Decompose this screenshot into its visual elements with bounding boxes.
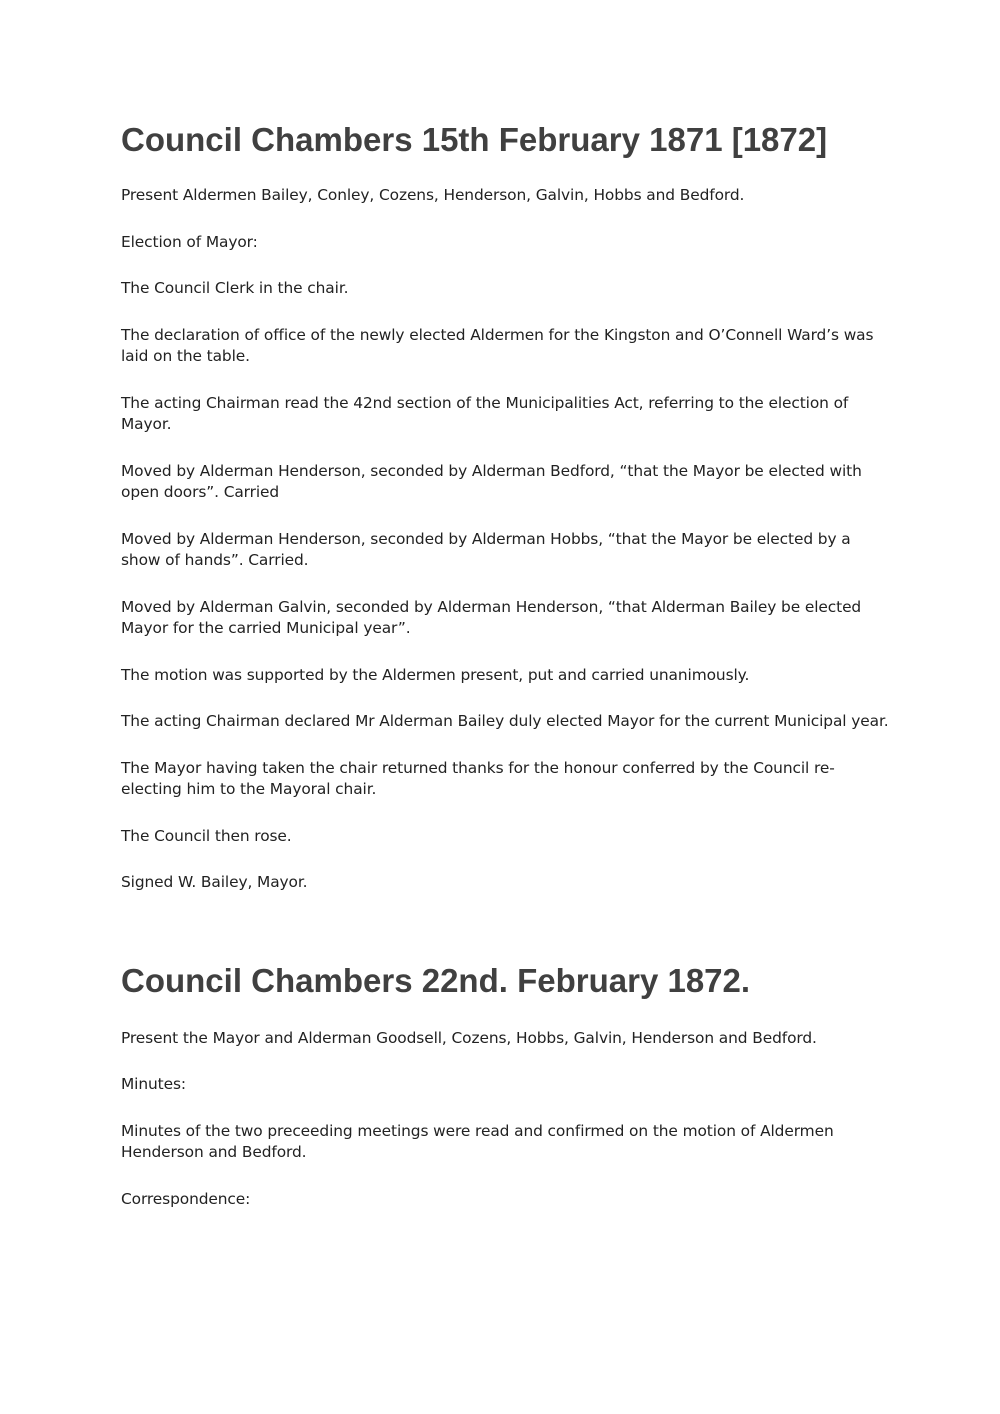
document-content [121,118,891,1235]
minutes-paragraph: The motion was supported by the Aldermen present, put and carried unanimously. [121,665,750,684]
minutes-paragraph: The acting Chairman declared Mr Alderman Bailey duly elected Mayor for the current Municipal year. [121,712,889,730]
signature-line: Signed W. Bailey, Mayor. [121,873,308,891]
minutes-section-2 [121,959,891,1211]
minutes-paragraph: The Mayor having taken the chair returned thanks for the honour conferred by the Council re-electing him to the Mayoral chair. [121,758,835,798]
section-heading: Council Chambers 22nd. February 1872. [121,961,751,999]
minutes-paragraph: The Council then rose. [121,826,292,845]
minutes-paragraph: The declaration of office of the newly elected Aldermen for the Kingston and O’Connell Ward’s was laid on the table. [121,325,874,365]
minutes-paragraph: The acting Chairman read the 42nd section of the Municipalities Act, referring to the election of Mayor. [121,393,849,433]
attendance-paragraph: Present Aldermen Bailey, Conley, Cozens, Henderson, Galvin, Hobbs and Bedford. [121,186,745,204]
agenda-item-label: Election of Mayor: [121,232,258,251]
attendance-paragraph: Present the Mayor and Alderman Goodsell, Cozens, Hobbs, Galvin, Henderson and Bedford. [121,1028,817,1047]
section-heading: Council Chambers 15th February 1871 [1872] [121,121,828,158]
motion-paragraph: Moved by Alderman Henderson, seconded by Alderman Hobbs, “that the Mayor be elected by a show of hands”. Carried. [121,529,851,569]
minutes-section-1 [121,118,891,894]
motion-paragraph: Moved by Alderman Galvin, seconded by Alderman Henderson, “that Alderman Bailey be elected Mayor for the carried Municipal year”. [121,597,862,637]
minutes-paragraph: Minutes of the two preceeding meetings were read and confirmed on the motion of Aldermen Henderson and Bedford. [121,1121,834,1161]
agenda-item-label: Minutes: [121,1075,186,1093]
motion-paragraph: Moved by Alderman Henderson, seconded by Alderman Bedford, “that the Mayor be elected with open doors”. Carried [121,461,862,501]
agenda-item-label: Correspondence: [121,1189,251,1208]
minutes-paragraph: The Council Clerk in the chair. [121,279,349,297]
